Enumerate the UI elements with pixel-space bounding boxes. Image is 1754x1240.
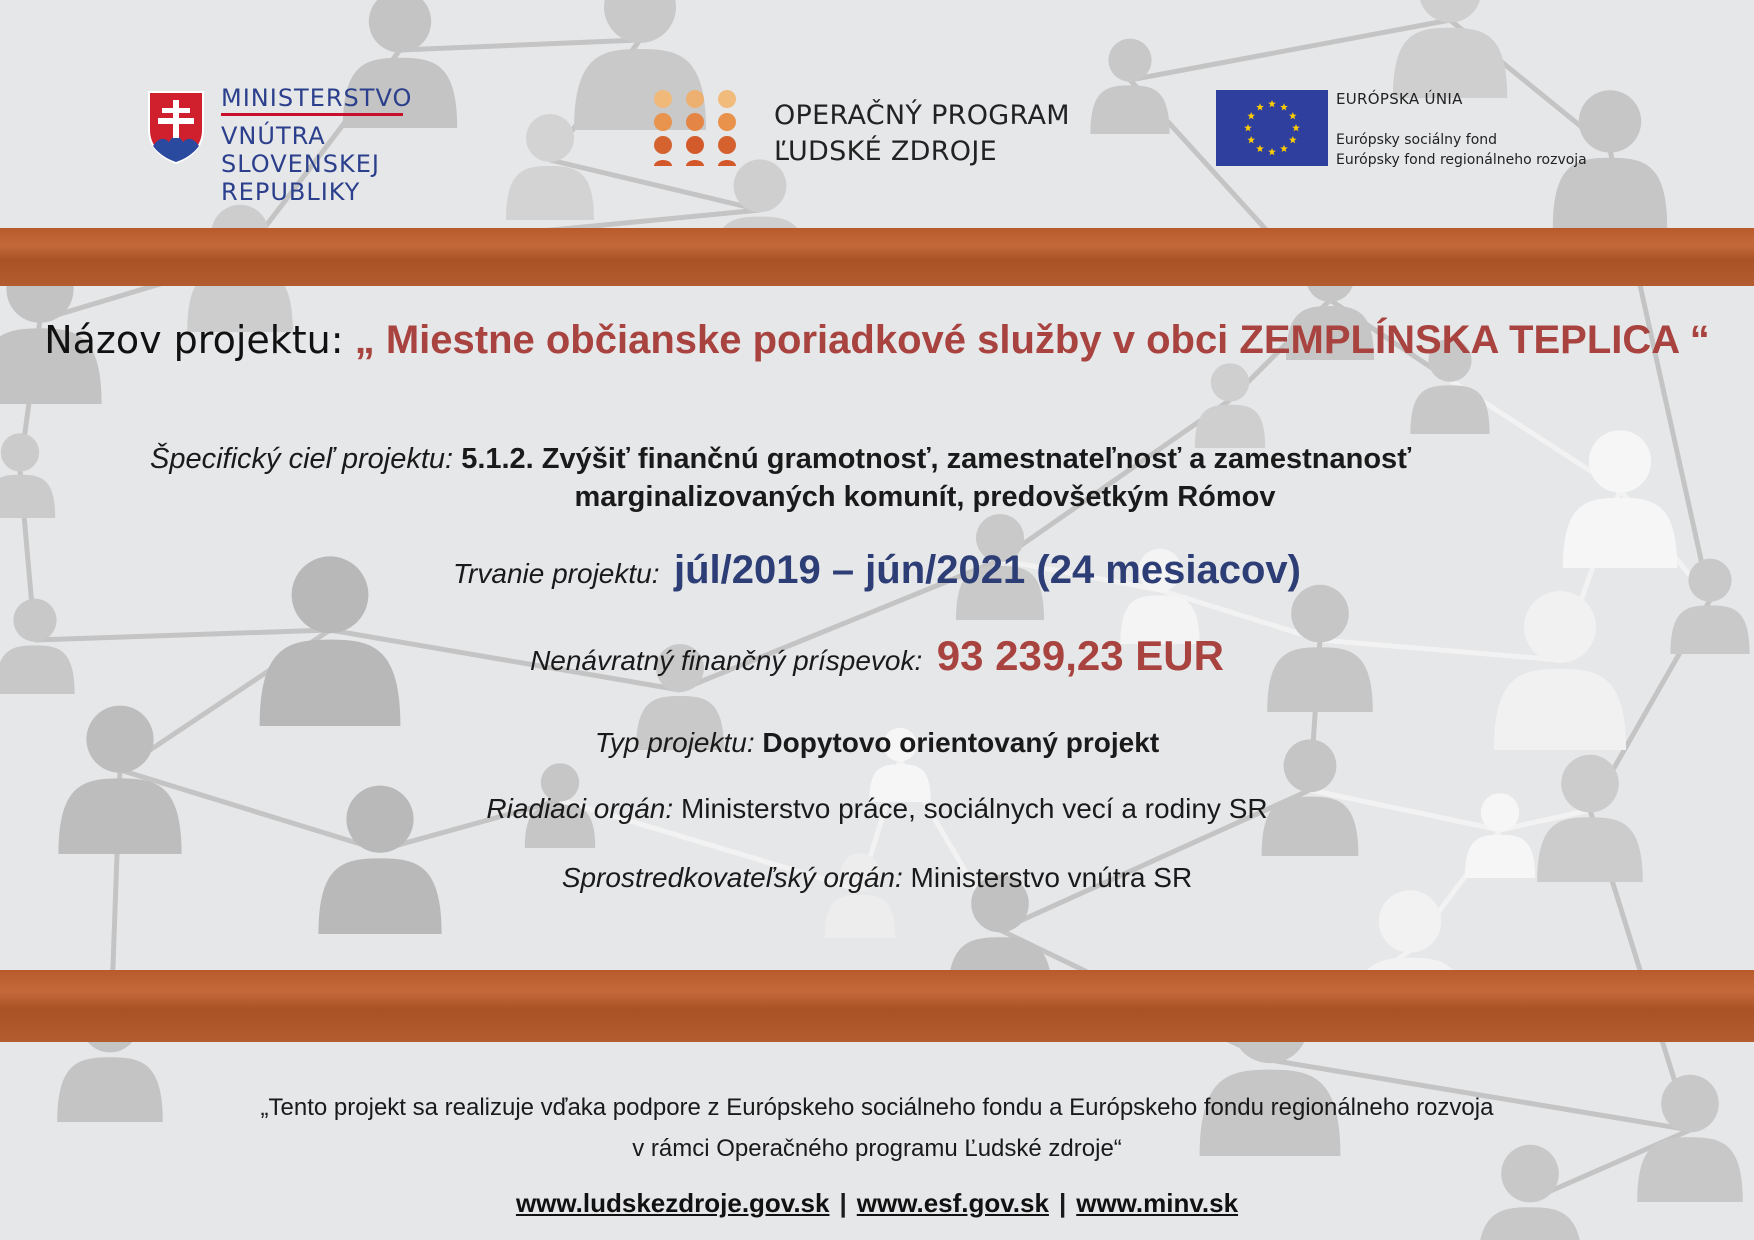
eu-logo [1216, 90, 1716, 170]
person-icon [0, 433, 55, 518]
person-icon [1393, 0, 1507, 98]
type-value: Dopytovo orientovaný projekt [762, 727, 1160, 758]
intermediate-body [0, 862, 1754, 894]
project-title [0, 318, 1754, 363]
eu-fund-social: Európsky sociálny fond [1336, 132, 1498, 148]
footer-note-line2: v rámci Operačného programu Ľudské zdroje“ [632, 1135, 1122, 1162]
eu-fund-regional: Európsky fond regionálneho rozvoja [1336, 152, 1587, 168]
intermediate-label: Sprostredkovateľský orgán: [561, 862, 903, 893]
link-esf[interactable]: www.esf.gov.sk [856, 1188, 1049, 1218]
network-link [400, 40, 640, 50]
duration-label: Trvanie projektu: [453, 558, 660, 589]
op-dot-base [686, 160, 704, 166]
op-dot [654, 90, 672, 108]
link-separator: | [839, 1188, 847, 1218]
grant-label: Nenávratný finančný príspevok: [530, 645, 923, 676]
specific-goal-value-line2: marginalizovaných komunít, predovšetkým Rómov [574, 481, 1276, 513]
op-dot [718, 90, 736, 108]
op-dot [686, 90, 704, 108]
project-grant [0, 632, 1754, 680]
project-type [0, 727, 1754, 759]
op-dot-base [654, 160, 672, 166]
type-label: Typ projektu: [594, 727, 755, 758]
duration-value: júl/2019 – jún/2021 (24 mesiacov) [673, 548, 1301, 592]
footer-links [0, 1188, 1754, 1219]
people-dots-icon [653, 90, 737, 170]
project-duration [0, 548, 1754, 593]
link-ludskezdroje[interactable]: www.ludskezdroje.gov.sk [515, 1188, 830, 1218]
op-name-line1: OPERAČNÝ PROGRAM [774, 100, 1070, 131]
managing-value: Ministerstvo práce, sociálnych vecí a rodiny SR [680, 793, 1268, 824]
op-dot [654, 113, 672, 131]
ministry-name-line3: SLOVENSKEJ REPUBLIKY [221, 150, 380, 206]
footer-note [0, 1087, 1754, 1169]
ministry-logo [147, 84, 527, 206]
grant-value: 93 239,23 EUR [936, 632, 1224, 679]
intermediate-value: Ministerstvo vnútra SR [910, 862, 1193, 893]
specific-goal-value-line1: 5.1.2. Zvýšiť finančnú gramotnosť, zamestnateľnosť a zamestnanosť [461, 443, 1412, 475]
footer-note-line1: „Tento projekt sa realizuje vďaka podpore z Európskeho sociálneho fondu a Európskeho fondu regionálneho rozvoja [260, 1094, 1494, 1121]
link-separator: | [1058, 1188, 1067, 1218]
op-dot [654, 136, 672, 154]
slovak-coat-of-arms-icon [147, 90, 205, 164]
op-dot [718, 113, 736, 131]
op-name-line2: ĽUDSKÉ ZDROJE [774, 136, 997, 167]
ministry-name-line2: VNÚTRA [221, 122, 326, 150]
project-title-value: „ Miestne občianske poriadkové služby v obci ZEMPLÍNSKA TEPLICA “ [354, 318, 1710, 362]
managing-label: Riadiaci orgán: [486, 793, 674, 824]
top-orange-band [0, 228, 1754, 286]
ministry-name-line1: MINISTERSTVO [221, 84, 403, 116]
managing-authority [0, 793, 1754, 825]
op-dot [686, 113, 704, 131]
bottom-orange-band [0, 970, 1754, 1042]
op-dot-base [718, 160, 736, 166]
operational-program-logo [653, 90, 1073, 170]
op-dot [686, 136, 704, 154]
project-title-label: Názov projektu: [44, 318, 344, 362]
person-icon [1090, 39, 1169, 134]
specific-goal [150, 440, 1590, 516]
eu-flag-icon [1216, 90, 1328, 166]
op-dot [718, 136, 736, 154]
eu-title: EURÓPSKA ÚNIA [1336, 90, 1463, 108]
link-minv[interactable]: www.minv.sk [1076, 1188, 1239, 1218]
specific-goal-label: Špecifický cieľ projektu: [150, 443, 454, 475]
